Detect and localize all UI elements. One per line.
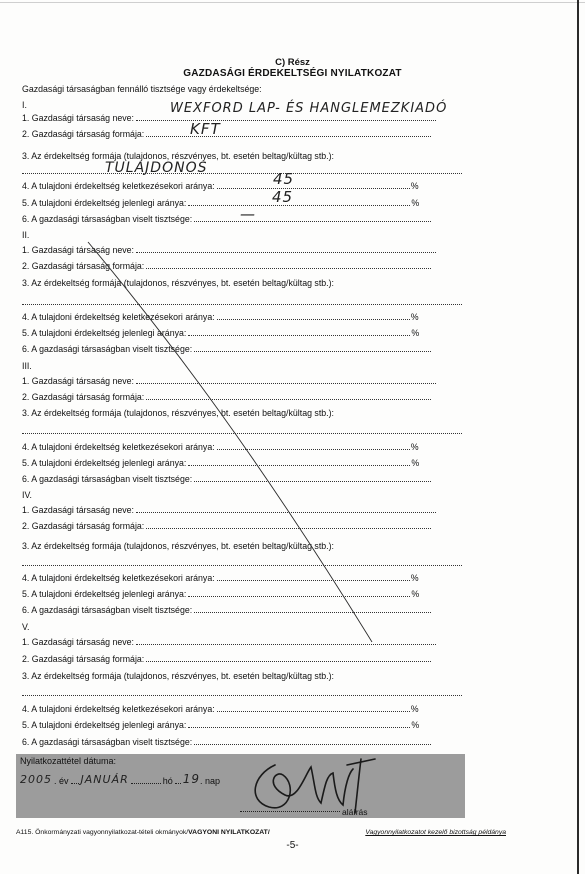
- handwritten-interest-form: TULAJDONOS: [105, 160, 208, 176]
- scan-edge-top: [0, 2, 585, 3]
- section-numeral: III.: [22, 361, 32, 371]
- field-company-form: 2. Gazdasági társaság formája:: [22, 261, 431, 271]
- intro-text: Gazdasági társaságban fennálló tisztsége vagy érdekeltsége:: [22, 84, 262, 94]
- field-initial-share: 4. A tulajdoni érdekeltség keletkezésekori aránya: %: [22, 442, 419, 452]
- answer-line: [22, 433, 462, 434]
- page-number: -5-: [286, 840, 299, 851]
- part-label: C) Rész: [275, 57, 310, 68]
- handwritten-current-share: 45: [272, 188, 294, 206]
- field-interest-form: 3. Az érdekeltség formája (tulajdonos, részvényes, bt. esetén beltag/kültag stb.):: [22, 541, 334, 551]
- field-initial-share: 4. A tulajdoni érdekeltség keletkezésekori aránya: %: [22, 312, 419, 322]
- handwritten-day: 19: [182, 772, 201, 786]
- field-interest-form: 3. Az érdekeltség formája (tulajdonos, részvényes, bt. esetén beltag/kültag stb.):: [22, 151, 334, 161]
- signature-mark: [235, 745, 395, 817]
- handwritten-month: JANUÁR: [80, 773, 129, 786]
- field-current-share: 5. A tulajdoni érdekeltség jelenlegi aránya: %: [22, 328, 420, 338]
- handwritten-company-form: KFT: [190, 120, 221, 138]
- document-title: GAZDASÁGI ÉRDEKELTSÉGI NYILATKOZAT: [183, 68, 402, 79]
- field-initial-share: 4. A tulajdoni érdekeltség keletkezésekori aránya: %: [22, 704, 419, 714]
- scan-edge-right: [577, 0, 579, 874]
- field-interest-form: 3. Az érdekeltség formája (tulajdonos, részvényes, bt. esetén beltag/kültag stb.):: [22, 278, 334, 288]
- field-current-share: 5. A tulajdoni érdekeltség jelenlegi aránya: %: [22, 458, 420, 468]
- section-numeral: I.: [22, 100, 27, 110]
- field-interest-form: 3. Az érdekeltség formája (tulajdonos, részvényes, bt. esetén beltag/kültag stb.):: [22, 671, 334, 681]
- handwritten-position: —: [240, 205, 256, 223]
- field-initial-share: 4. A tulajdoni érdekeltség keletkezésekori aránya: %: [22, 573, 419, 583]
- field-position: 6. A gazdasági társaságban viselt tisztsége:: [22, 737, 431, 747]
- field-company-form: 2. Gazdasági társaság formája:: [22, 392, 431, 402]
- section-numeral: V.: [22, 622, 30, 632]
- signature-caption: aláírás: [342, 807, 368, 817]
- footer-right: Vagyonnyilatkozatot kezelő bizottság példánya: [365, 829, 506, 836]
- answer-line: [22, 565, 462, 566]
- field-initial-share: 4. A tulajdoni érdekeltség keletkezésekori aránya: %: [22, 181, 419, 191]
- field-position: 6. A gazdasági társaságban viselt tisztsége:: [22, 214, 431, 224]
- field-company-name: 1. Gazdasági társaság neve:: [22, 637, 436, 647]
- field-company-form: 2. Gazdasági társaság formája:: [22, 521, 431, 531]
- field-company-name: 1. Gazdasági társaság neve:: [22, 376, 436, 386]
- field-current-share: 5. A tulajdoni érdekeltség jelenlegi aránya: %: [22, 720, 420, 730]
- field-company-form: 2. Gazdasági társaság formája:: [22, 654, 431, 664]
- date-line: 2005 . év JANUÁR hó 19 . nap: [20, 772, 221, 786]
- page-footer: [16, 829, 506, 836]
- handwritten-initial-share: 45: [273, 170, 295, 188]
- answer-line: [22, 173, 462, 174]
- field-company-form: 2. Gazdasági társaság formája:: [22, 129, 431, 139]
- field-interest-form: 3. Az érdekeltség formája (tulajdonos, részvényes, bt. esetén beltag/kültag stb.):: [22, 408, 334, 418]
- field-position: 6. A gazdasági társaságban viselt tisztsége:: [22, 605, 431, 615]
- field-position: 6. A gazdasági társaságban viselt tisztsége:: [22, 344, 431, 354]
- field-company-name: 1. Gazdasági társaság neve:: [22, 113, 436, 123]
- answer-line: [22, 695, 462, 696]
- field-current-share: 5. A tulajdoni érdekeltség jelenlegi aránya: %: [22, 589, 420, 599]
- signature-line: [240, 811, 340, 812]
- field-current-share: 5. A tulajdoni érdekeltség jelenlegi aránya: %: [22, 198, 420, 208]
- field-company-name: 1. Gazdasági társaság neve:: [22, 245, 436, 255]
- handwritten-year: 2005: [20, 773, 52, 786]
- answer-line: [22, 304, 462, 305]
- field-company-name: 1. Gazdasági társaság neve:: [22, 505, 436, 515]
- date-label: Nyilatkozattétel dátuma:: [20, 756, 117, 766]
- footer-left: A115. Önkormányzati vagyonnyilatkozat-tételi okmányok/VAGYONI NYILATKOZAT/: [16, 829, 270, 836]
- section-numeral: II.: [22, 230, 30, 240]
- field-position: 6. A gazdasági társaságban viselt tisztsége:: [22, 474, 431, 484]
- handwritten-company-name: WEXFORD LAP- ÉS HANGLEMEZKIADÓ: [170, 101, 448, 116]
- section-numeral: IV.: [22, 490, 32, 500]
